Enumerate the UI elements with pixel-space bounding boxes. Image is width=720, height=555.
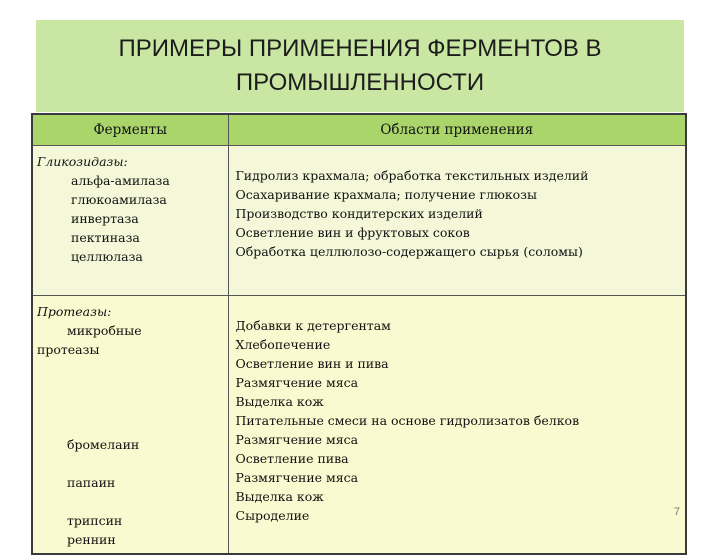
title-line-1: ПРИМЕРЫ ПРИМЕНЕНИЯ ФЕРМЕНТОВ В [118,35,602,62]
enzyme-name: целлюлаза [71,249,143,264]
application-item: Добавки к детергентам [235,318,391,333]
title-line-2: ПРОМЫШЛЕННОСТИ [235,69,485,96]
header-enzymes: Ферменты [32,114,228,146]
glycosidases-applications-cell [228,146,686,296]
header-applications: Области применения [228,114,686,146]
group-label-proteases: Протеазы: [37,304,112,319]
application-item: Размягчение мяса [235,432,359,447]
group-label-glycosidases: Гликозидазы: [37,154,128,169]
table-row [32,296,686,555]
enzyme-name: трипсин [67,513,123,528]
enzyme-name: бромелаин [67,437,140,452]
table-row [32,146,686,296]
application-item: Питательные смеси на основе гидролизатов белков [235,413,580,428]
application-item: Осветление пива [235,451,349,466]
application-item: Осветление вин и пива [235,356,389,371]
slide-title [36,20,684,112]
application-item: Сыроделие [235,508,310,523]
application-item: Размягчение мяса [235,375,359,390]
enzyme-name: реннин [67,532,116,547]
enzyme-name: протеазы [37,342,100,357]
table-header-row [32,114,686,146]
application-item: Выделка кож [235,489,324,504]
page-number: 7 [673,506,680,518]
enzyme-table [31,113,687,555]
enzyme-name: глюкоамилаза [71,192,167,207]
application-item: Гидролиз крахмала; обработка текстильных изделий [235,168,589,183]
application-item: Обработка целлюлозо-содержащего сырья (соломы) [235,244,583,259]
application-item: Выделка кож [235,394,324,409]
enzyme-name: инвертаза [71,211,139,226]
enzyme-name: пектиназа [71,230,140,245]
proteases-cell [32,296,228,555]
application-item: Хлебопечение [235,337,331,352]
application-item: Производство кондитерских изделий [235,206,483,221]
enzyme-name: микробные [67,323,142,338]
application-item: Осахаривание крахмала; получение глюкозы [235,187,537,202]
enzyme-name: альфа-амилаза [71,173,170,188]
enzyme-name: папаин [67,475,116,490]
glycosidases-cell [32,146,228,296]
proteases-applications-cell [228,296,686,555]
application-item: Размягчение мяса [235,470,359,485]
application-item: Осветление вин и фруктовых соков [235,225,470,240]
